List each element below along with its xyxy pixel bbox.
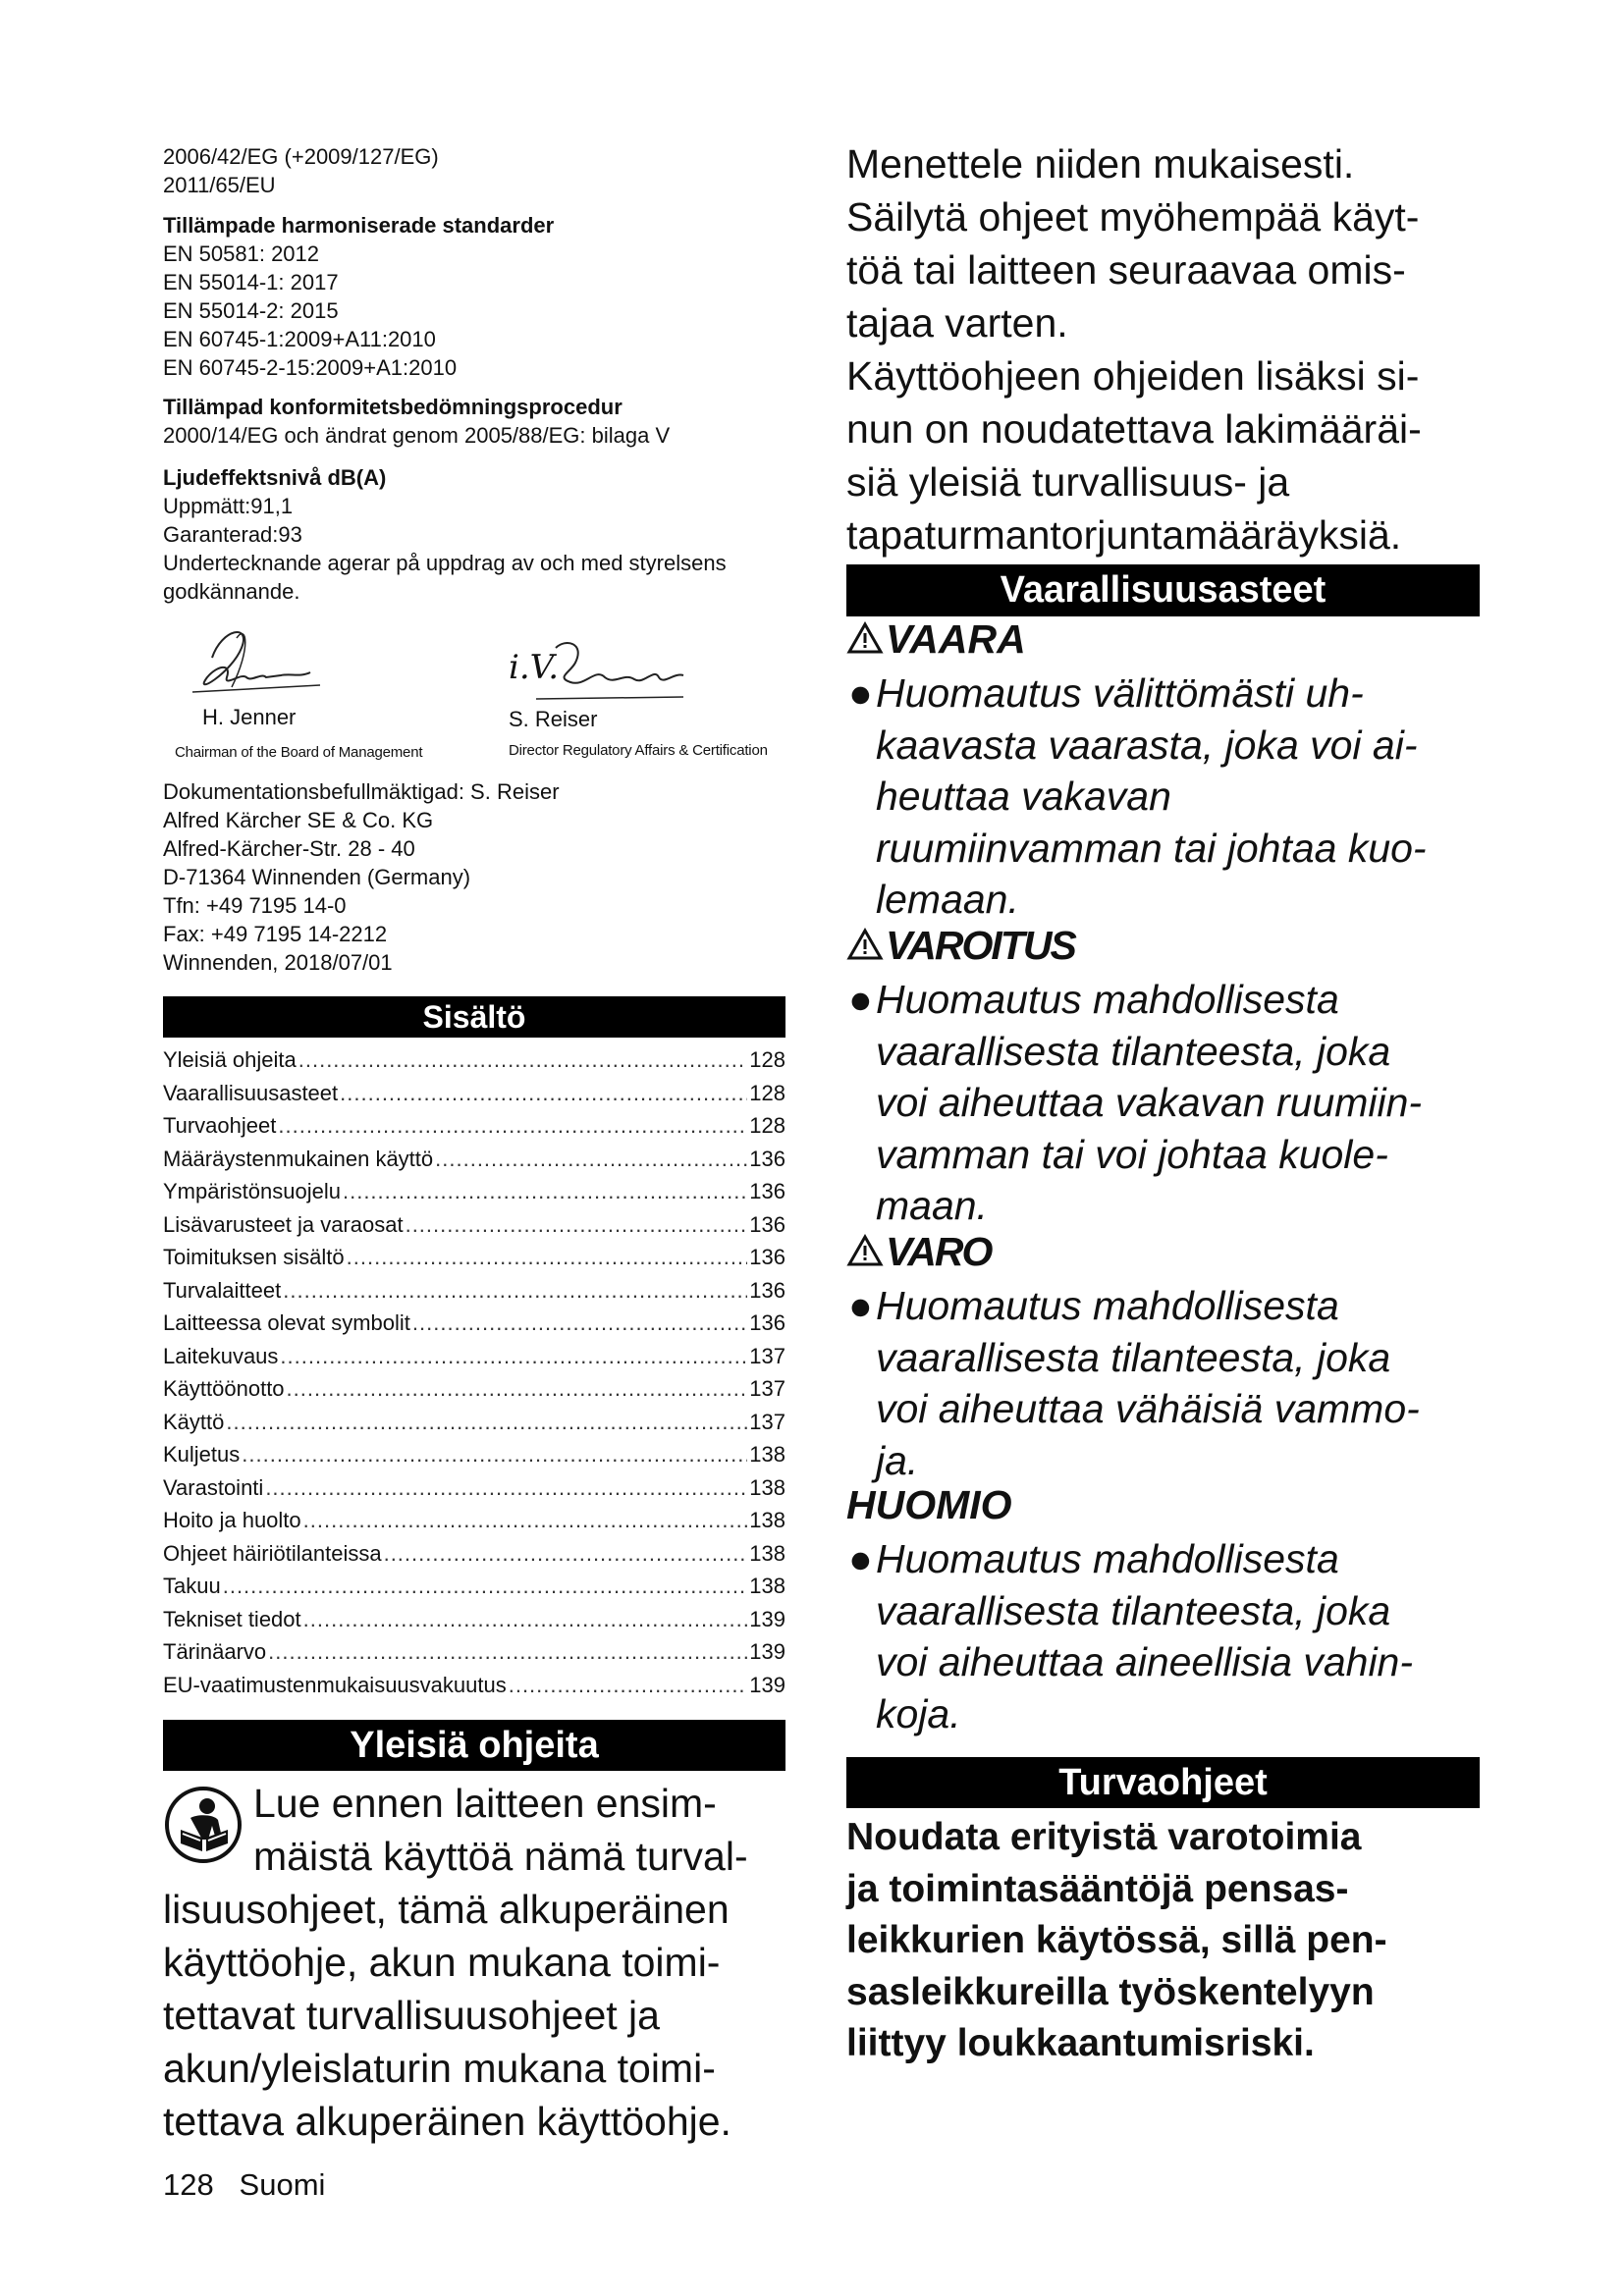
intro-line: Säilytä ohjeet myöhempää käyt- bbox=[846, 194, 1420, 240]
toc-item[interactable]: Tärinäarvo ..... 139 bbox=[163, 1639, 785, 1665]
toc-item[interactable]: Turvalaitteet ..... 136 bbox=[163, 1278, 785, 1304]
safety-text: Noudata erityistä varotoimia ja toimintasääntöjä pensas- leikkurien käytössä, sillä pen- sasleikkureilla työskentelyyn liittyy loukkaantumisriski. bbox=[846, 1816, 1387, 2064]
measured-value: Uppmätt:91,1 bbox=[163, 494, 294, 518]
intro-line: Menettele niiden mukaisesti. bbox=[846, 141, 1355, 187]
undersigned-text: Undertecknande agerar på uppdrag av och med styrelsens godkännande. bbox=[163, 551, 727, 604]
toc-item[interactable]: Yleisiä ohjeita ..... 128 bbox=[163, 1047, 785, 1073]
levels-title: Vaarallisuusasteet bbox=[846, 564, 1480, 616]
level-varo-text: ● Huomautus mahdollisesta vaarallisesta tilanteesta, joka voi aiheuttaa vähäisiä vammo- ja. bbox=[846, 1280, 1480, 1486]
intro-line: töä tai laitteen seuraavaa omis- bbox=[846, 247, 1406, 293]
standard-line: EN 55014-2: 2015 bbox=[163, 298, 339, 323]
bullet-icon: ● bbox=[848, 670, 873, 716]
intro-line: nun on noudatettava lakimääräi- bbox=[846, 406, 1422, 452]
standards-heading: Tillämpade harmoniserade standarder bbox=[163, 213, 555, 238]
signer-1-name: H. Jenner bbox=[202, 705, 297, 729]
signer-1-title: Chairman of the Board of Management bbox=[175, 744, 423, 761]
level-vaara-heading: VAARA bbox=[846, 616, 1026, 663]
signer-2-title: Director Regulatory Affairs & Certification bbox=[509, 742, 768, 759]
bullet-icon: ● bbox=[848, 977, 873, 1022]
contact-line: Tfn: +49 7195 14-0 bbox=[163, 893, 347, 918]
toc-item[interactable]: Hoito ja huolto ..... 138 bbox=[163, 1508, 785, 1533]
toc-item[interactable]: Määräystenmukainen käyttö ..... 136 bbox=[163, 1147, 785, 1172]
standard-line: EN 60745-2-15:2009+A1:2010 bbox=[163, 355, 458, 380]
general-title: Yleisiä ohjeita bbox=[163, 1720, 785, 1771]
signature-prefix: i.V. bbox=[509, 648, 560, 687]
general-line: käyttöohje, akun mukana toimi- bbox=[163, 1940, 721, 1985]
toc-item[interactable]: Varastointi ..... 138 bbox=[163, 1475, 785, 1501]
general-line: akun/yleislaturin mukana toimi- bbox=[163, 2046, 716, 2091]
level-varoitus-heading: VAROITUS bbox=[846, 923, 1075, 969]
toc-item[interactable]: Käyttö ..... 137 bbox=[163, 1410, 785, 1435]
signer-2-name: S. Reiser bbox=[509, 707, 598, 731]
standard-line: EN 60745-1:2009+A11:2010 bbox=[163, 327, 436, 351]
toc-item[interactable]: EU-vaatimustenmukaisuusvakuutus ..... 139 bbox=[163, 1673, 785, 1698]
intro-line: tajaa varten. bbox=[846, 300, 1068, 346]
general-line: tettavat turvallisuusohjeet ja bbox=[163, 1993, 660, 2038]
toc-item[interactable]: Ohjeet häiriötilanteissa ..... 138 bbox=[163, 1541, 785, 1567]
general-line: lisuusohjeet, tämä alkuperäinen bbox=[163, 1887, 730, 1932]
toc-item[interactable]: Kuljetus ..... 138 bbox=[163, 1442, 785, 1468]
signature-reiser bbox=[536, 638, 693, 707]
contact-line: Dokumentationsbefullmäktigad: S. Reiser bbox=[163, 779, 560, 804]
level-vaara-text: ● Huomautus välittömästi uh- kaavasta vaarasta, joka voi ai- heuttaa vakavan ruumiinvamman tai johtaa kuo- lemaan. bbox=[846, 667, 1480, 926]
toc-item[interactable]: Tekniset tiedot ..... 139 bbox=[163, 1607, 785, 1632]
intro-line: Käyttöohjeen ohjeiden lisäksi si- bbox=[846, 353, 1420, 399]
contact-line: Winnenden, 2018/07/01 bbox=[163, 950, 393, 975]
contact-line: Alfred-Kärcher-Str. 28 - 40 bbox=[163, 836, 415, 861]
general-line: mäistä käyttöä nämä turval- bbox=[253, 1834, 748, 1879]
toc-item[interactable]: Vaarallisuusasteet ..... 128 bbox=[163, 1081, 785, 1106]
toc-item[interactable]: Laitteessa olevat symbolit ..... 136 bbox=[163, 1310, 785, 1336]
intro-line: tapaturmantorjuntamääräyksiä. bbox=[846, 512, 1402, 558]
guaranteed-value: Garanterad:93 bbox=[163, 522, 302, 547]
level-varo-heading: VARO bbox=[846, 1229, 991, 1275]
procedure-text: 2000/14/EG och ändrat genom 2005/88/EG: bilaga V bbox=[163, 423, 671, 448]
warning-triangle-icon bbox=[846, 928, 884, 961]
directive-line: 2006/42/EG (+2009/127/EG) bbox=[163, 144, 439, 169]
read-manual-icon bbox=[163, 1785, 244, 1865]
toc-item[interactable]: Toimituksen sisältö ..... 136 bbox=[163, 1245, 785, 1270]
toc-item[interactable]: Takuu ..... 138 bbox=[163, 1574, 785, 1599]
toc-item[interactable]: Käyttöönotto ..... 137 bbox=[163, 1376, 785, 1402]
toc-item[interactable]: Laitekuvaus ..... 137 bbox=[163, 1344, 785, 1369]
signature-jenner bbox=[173, 618, 330, 717]
bullet-icon: ● bbox=[848, 1536, 873, 1581]
standard-line: EN 50581: 2012 bbox=[163, 241, 320, 266]
intro-text bbox=[846, 137, 1480, 561]
general-line: tettava alkuperäinen käyttöohje. bbox=[163, 2099, 731, 2144]
standards-list bbox=[163, 240, 785, 382]
level-huomio-heading: HUOMIO bbox=[846, 1482, 1012, 1527]
safety-title: Turvaohjeet bbox=[846, 1757, 1480, 1808]
warning-triangle-icon bbox=[846, 621, 884, 655]
directives bbox=[163, 142, 785, 199]
procedure-heading: Tillämpad konformitetsbedömningsprocedur bbox=[163, 395, 623, 419]
contact-line: D-71364 Winnenden (Germany) bbox=[163, 865, 471, 889]
standard-line: EN 55014-1: 2017 bbox=[163, 270, 339, 294]
toc-item[interactable]: Ympäristönsuojelu ..... 136 bbox=[163, 1179, 785, 1204]
sound-heading: Ljudeffektsnivå dB(A) bbox=[163, 465, 387, 490]
contact-line: Fax: +49 7195 14-2212 bbox=[163, 922, 388, 946]
level-varoitus-text: ● Huomautus mahdollisesta vaarallisesta tilanteesta, joka voi aiheuttaa vakavan ruumiin- vamman tai voi johtaa kuole- maan. bbox=[846, 974, 1480, 1232]
general-line: Lue ennen laitteen ensim- bbox=[253, 1781, 717, 1826]
intro-line: siä yleisiä turvallisuus- ja bbox=[846, 459, 1290, 505]
directive-line: 2011/65/EU bbox=[163, 173, 276, 197]
warning-triangle-icon bbox=[846, 1234, 884, 1267]
level-huomio-text: ● Huomautus mahdollisesta vaarallisesta tilanteesta, joka voi aiheuttaa aineellisia vahin- koja. bbox=[846, 1533, 1480, 1739]
toc-item[interactable]: Lisävarusteet ja varaosat ..... 136 bbox=[163, 1212, 785, 1238]
page-footer: 128 Suomi bbox=[163, 2167, 326, 2202]
contact-line: Alfred Kärcher SE & Co. KG bbox=[163, 808, 434, 832]
bullet-icon: ● bbox=[848, 1283, 873, 1328]
toc-item[interactable]: Turvaohjeet ..... 128 bbox=[163, 1113, 785, 1139]
toc-title: Sisältö bbox=[163, 996, 785, 1038]
contact-block bbox=[163, 777, 785, 977]
